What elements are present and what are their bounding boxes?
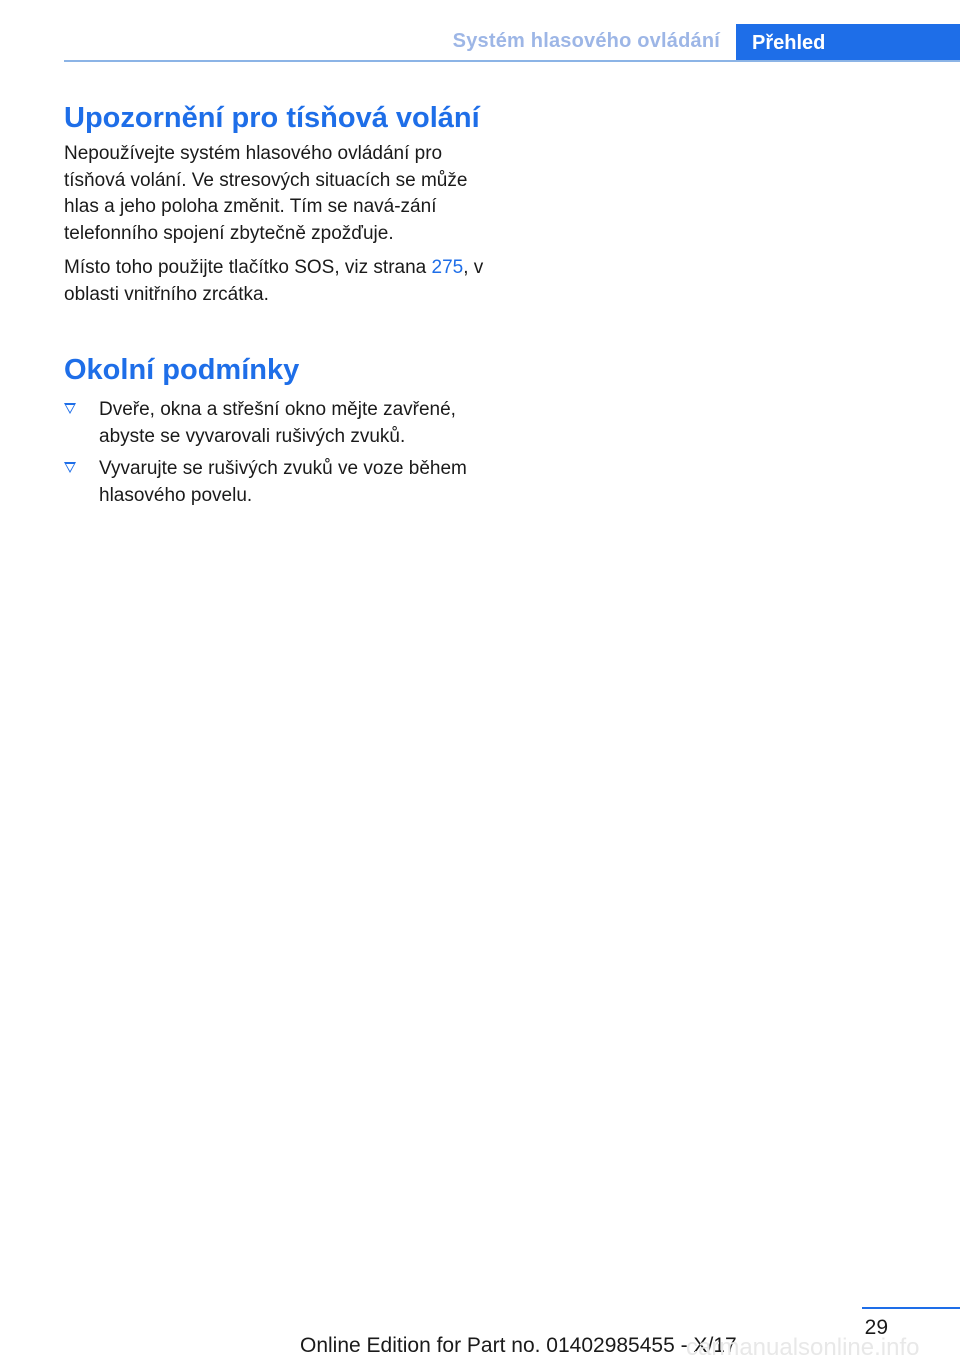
triangle-bullet-icon <box>64 403 76 414</box>
list-item <box>64 397 484 450</box>
triangle-bullet-icon <box>64 462 76 473</box>
heading-emergency-calls: Upozornění pro tísňová volání <box>64 102 480 134</box>
page-number: 29 <box>864 1316 888 1339</box>
heading-ambient-conditions: Okolní podmínky <box>64 354 300 386</box>
sos-text-before: Místo toho použijte tlačítko SOS, viz strana <box>64 257 432 278</box>
paragraph-emergency-calls: Nepoužívejte systém hlasového ovládání pro tísňová volání. Ve stresových situacích se může hlas a jeho poloha změnit. Tím se navá‐zání telefonního spojení zbytečně zpožďuje. <box>64 143 468 244</box>
footer-edition: Online Edition for Part no. 01402985455 - X/17 <box>300 1334 737 1357</box>
footer-divider <box>862 1307 960 1309</box>
list-item <box>64 456 484 509</box>
header-divider <box>64 60 960 62</box>
list-item-text: Dveře, okna a střešní okno mějte zavřené, abyste se vyvarovali rušivých zvuků. <box>99 399 456 447</box>
header-section-title: Systém hlasového ovládání <box>452 30 720 52</box>
list-item-text: Vyvarujte se rušivých zvuků ve voze během hlasového povelu. <box>99 458 467 506</box>
page-reference-link[interactable]: 275 <box>431 257 464 278</box>
sos-text-after: , v oblasti vnitřního zrcátka. <box>64 257 484 305</box>
conditions-list <box>64 397 484 509</box>
paragraph-sos-button <box>64 255 484 308</box>
footer-watermark: carmanualsonline.info <box>686 1334 920 1361</box>
header-tab-prehled: Přehled <box>736 24 960 62</box>
page-content <box>64 102 484 515</box>
